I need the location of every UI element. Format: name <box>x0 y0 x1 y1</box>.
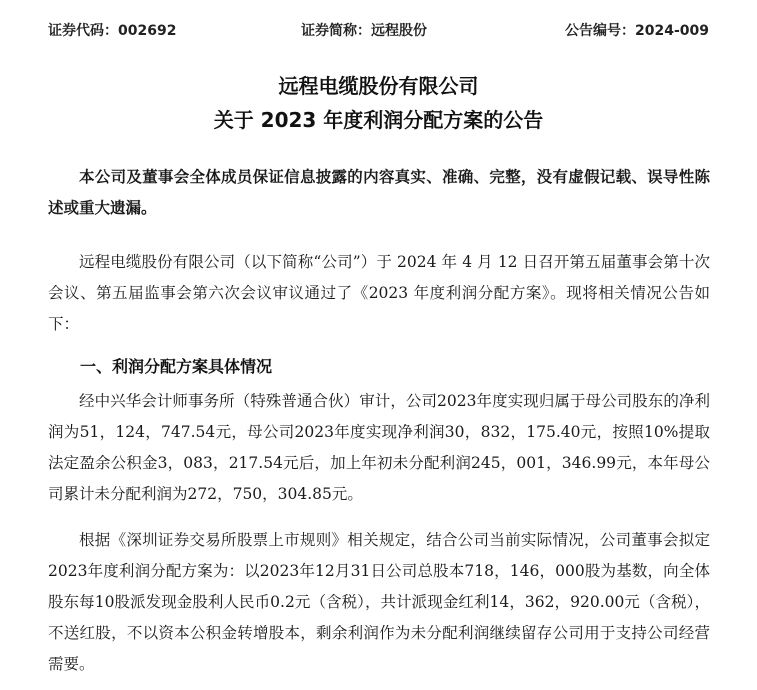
intro-paragraph: 远程电缆股份有限公司（以下简称“公司”）于 2024 年 4 月 12 日召开第五届董事会第十次会议、第五届监事会第六次会议审议通过了《2023 年度利润分配方案》。现将相关情况公告如下： <box>48 253 710 333</box>
section-heading: 一、利润分配方案具体情况 <box>80 357 273 376</box>
document-header <box>0 16 757 42</box>
company-title: 远程电缆股份有限公司 <box>278 74 479 98</box>
distribution-paragraph: 根据《深圳证券交易所股票上市规则》相关规定，结合公司当前实际情况，公司董事会拟定2023年度利润分配方案为：以2023年12月31日公司总股本718，146，000股为基数，向全体股东每10股派发现金股利人民币0.2元（含税），共计派现金红利14，362，920.00元（含税），不送红股，不以资本公积金转增股本，剩余利润作为未分配利润继续留存公司用于支持公司经营需要。 <box>48 531 710 673</box>
profit-paragraph: 经中兴华会计师事务所（特殊普通合伙）审计，公司2023年度实现归属于母公司股东的净利润为51，124，747.54元，母公司2023年度实现净利润30，832，175.40元，按照10%提取法定盈余公积金3，083，217.54元后，加上年初未分配利润245，001，346.99元，本年母公司累计未分配利润为272，750，304.85元。 <box>48 392 710 503</box>
announcement-title: 关于 2023 年度利润分配方案的公告 <box>213 108 544 132</box>
board-statement: 本公司及董事会全体成员保证信息披露的内容真实、准确、完整，没有虚假记载、误导性陈述或重大遗漏。 <box>48 167 710 217</box>
stock-code: 证券代码：002692 <box>48 23 177 39</box>
stock-abbreviation: 证券简称：远程股份 <box>301 23 427 39</box>
announcement-number: 公告编号：2024-009 <box>565 23 709 39</box>
